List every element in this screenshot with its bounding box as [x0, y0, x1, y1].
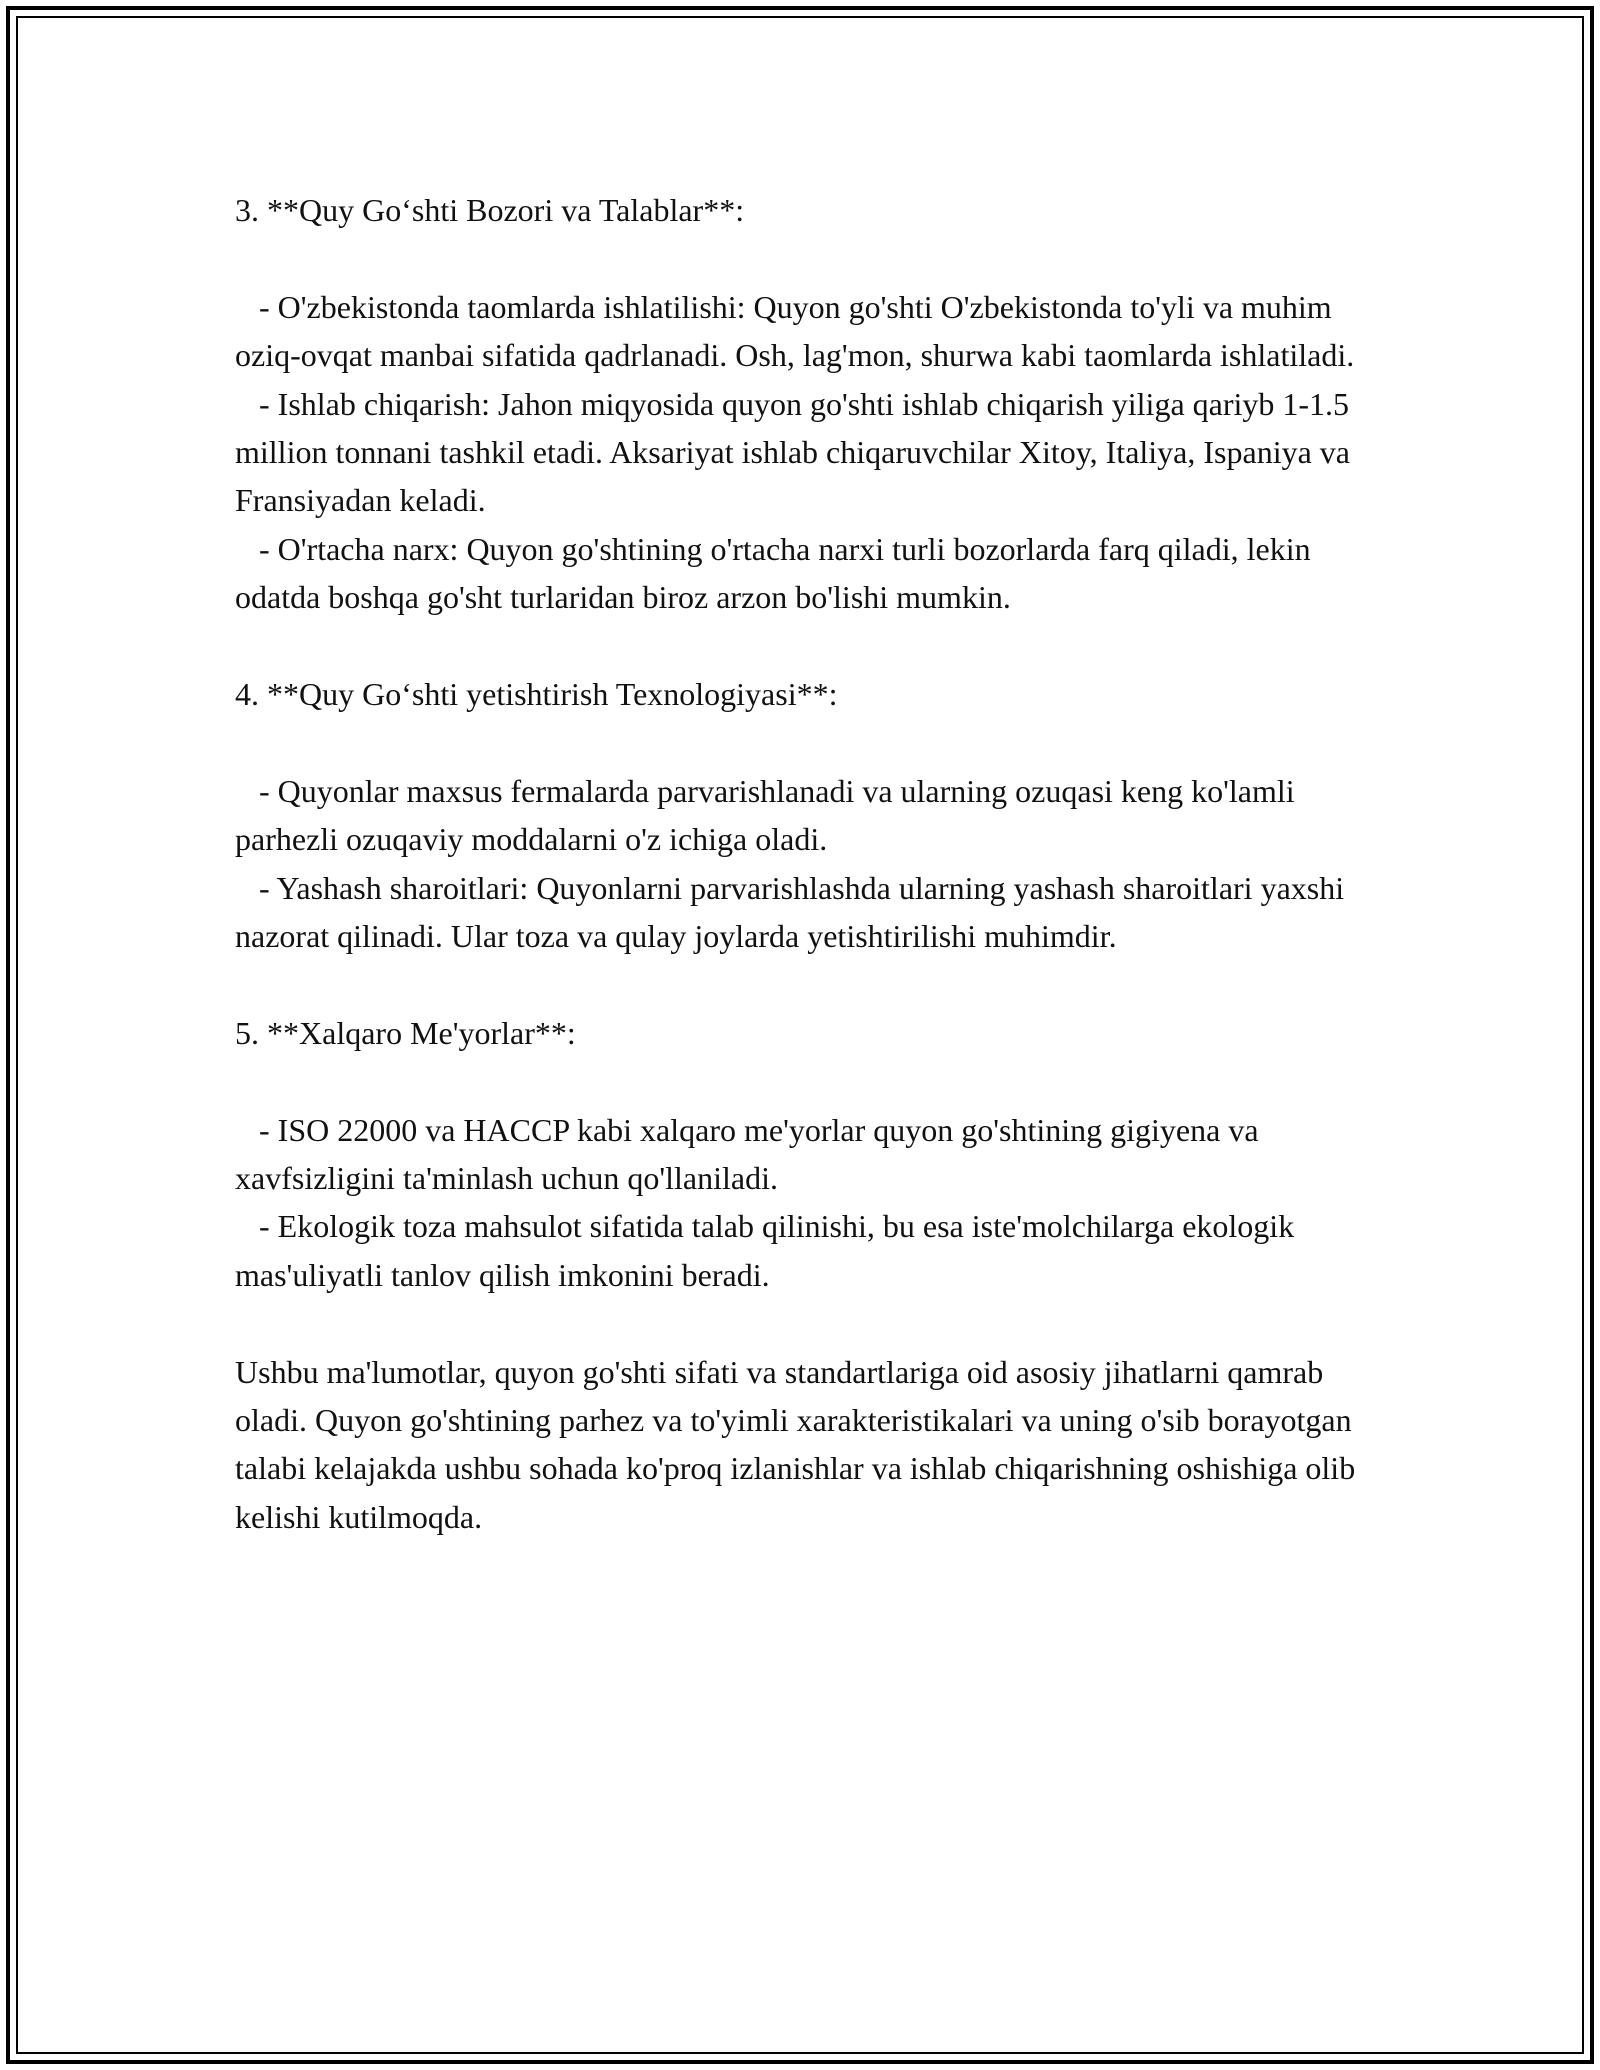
- conclusion-paragraph: Ushbu ma'lumotlar, quyon go'shti sifati va standartlariga oid asosiy jihatlarni qamrab oladi. Quyon go'shtining parhez va to'yimli xarakteristikalari va uning o'sib borayotgan talabi kelajakda ushbu sohada ko'proq izlanishlar va ishlab chiqarishning oshishiga olib kelishi kutilmoqda.: [235, 1353, 1364, 1535]
- section-5-heading: 5. **Xalqaro Me'yorlar**:: [235, 1014, 576, 1051]
- spacer: [235, 1057, 1380, 1105]
- spacer: [235, 718, 1380, 766]
- section-5-item-ecology: - Ekologik toza mahsulot sifatida talab qilinishi, bu esa iste'molchilarga ekologik mas'uliyatli tanlov qilish imkonini beradi.: [235, 1208, 1303, 1293]
- section-3-item-production: - Ishlab chiqarish: Jahon miqyosida quyon go'shti ishlab chiqarish yiliga qariyb 1-1.5 million tonnani tashkil etadi. Aksariyat ishlab chiqaruvchilar Xitoy, Italiya, Ispaniya va Fransiyadan keladi.: [235, 385, 1358, 519]
- section-3-heading: 3. **Quy Go‘shti Bozori va Talablar**:: [235, 192, 745, 228]
- spacer: [235, 960, 1380, 1008]
- section-5-item-standards: - ISO 22000 va HACCP kabi xalqaro me'yorlar quyon go'shtining gigiyena va xavfsizligini ta'minlash uchun qo'llaniladi.: [235, 1111, 1267, 1197]
- section-4-item-farms: - Quyonlar maxsus fermalarda parvarishlanadi va ularning ozuqasi keng ko'lamli parhezli ozuqaviy moddalarni o'z ichiga oladi.: [235, 772, 1303, 858]
- spacer: [235, 622, 1380, 670]
- section-4-item-conditions: - Yashash sharoitlari: Quyonlarni parvarishlashda ularning yashash sharoitlari yaxshi nazorat qilinadi. Ular toza va qulay joylarda yetishtirilishi muhimdir.: [235, 869, 1353, 955]
- spacer: [235, 234, 1380, 282]
- section-3-item-price: - O'rtacha narx: Quyon go'shtining o'rtacha narxi turli bozorlarda farq qiladi, lekin odatda boshqa go'sht turlaridan biroz arzon bo'lishi mumkin.: [235, 530, 1319, 616]
- document-body: [235, 186, 1380, 1541]
- spacer: [235, 1299, 1380, 1347]
- section-3-item-usage: - O'zbekistonda taomlarda ishlatilishi: Quyon go'shti O'zbekistonda to'yli va muhim oziq-ovqat manbai sifatida qadrlanadi. Osh, lag'mon, shurwa kabi taomlarda ishlatiladi.: [235, 288, 1355, 374]
- section-4-heading: 4. **Quy Go‘shti yetishtirish Texnologiyasi**:: [235, 676, 838, 713]
